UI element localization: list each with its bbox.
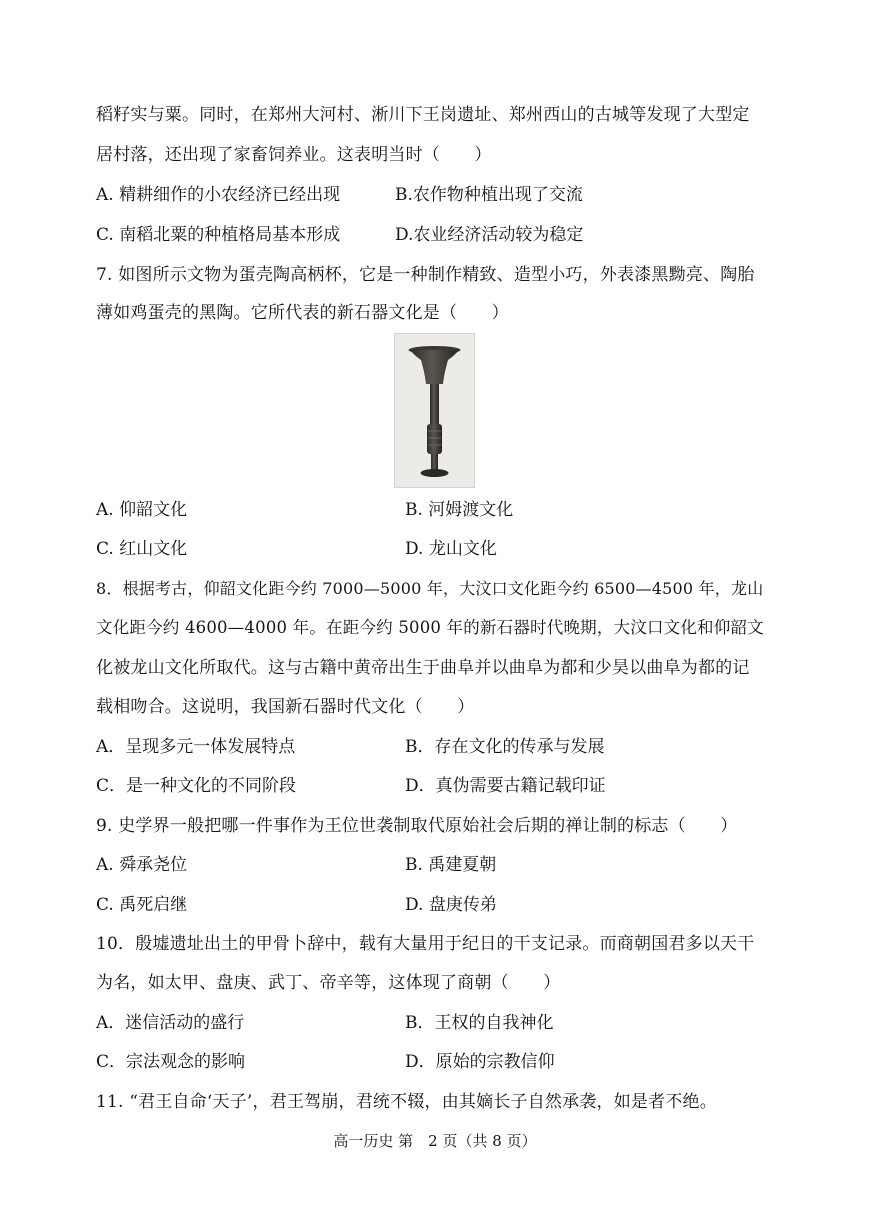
eggshell-pottery-cup-image [394, 333, 475, 488]
q7-stem-line-2: 薄如鸡蛋壳的黑陶。它所代表的新石器文化是（ ） [96, 303, 509, 323]
q10-option-a: A．迷信活动的盛行 [96, 1013, 245, 1033]
q7-stem-line-1: 7. 如图所示文物为蛋壳陶高柄杯，它是一种制作精致、造型小巧，外表漆黑黝亮、陶胎 [96, 265, 755, 285]
q8-option-b: B．存在文化的传承与发展 [405, 737, 605, 757]
q6-option-b: B.农作物种植出现了交流 [395, 185, 583, 205]
q8-stem-line-2: 文化距今约 4600—4000 年。在距今约 5000 年的新石器时代晚期，大汶口文化和仰韶文 [96, 618, 764, 637]
q9-option-a: A. 舜承尧位 [96, 855, 188, 875]
q8-stem-line-4: 载相吻合。这说明，我国新石器时代文化（ ） [96, 697, 475, 717]
q10-option-c: C．宗法观念的影响 [96, 1052, 246, 1072]
q10-option-b: B．王权的自我神化 [405, 1013, 554, 1033]
q6-stem-line-1: 稻籽实与粟。同时，在郑州大河村、淅川下王岗遗址、郑州西山的古城等发现了大型定 [96, 105, 750, 125]
q9-option-d: D. 盘庚传弟 [405, 895, 497, 915]
q9-option-c: C. 禹死启继 [96, 895, 188, 915]
q10-option-d: D．原始的宗教信仰 [405, 1052, 555, 1072]
q8-stem-line-3: 化被龙山文化所取代。这与古籍中黄帝出生于曲阜并以曲阜为都和少昊以曲阜为都的记 [96, 658, 750, 678]
q10-stem-line-2: 为名，如太甲、盘庚、武丁、帝辛等，这体现了商朝（ ） [96, 973, 561, 993]
q9-stem-line-1: 9. 史学界一般把哪一件事作为王位世袭制取代原始社会后期的禅让制的标志（ ） [96, 816, 738, 836]
q8-option-d: D．真伪需要古籍记载印证 [405, 776, 606, 796]
q11-stem-line-1: 11. “君王自命‘天子’，君王驾崩，君统不辍，由其嫡长子自然承袭，如是者不绝。 [96, 1092, 717, 1112]
page-footer: 高一历史 第 2 页（共 8 页） [333, 1132, 537, 1150]
q7-option-b: B. 河姆渡文化 [405, 500, 514, 520]
q6-stem-line-2: 居村落，还出现了家畜饲养业。这表明当时（ ） [96, 145, 492, 165]
q8-stem-line-1: 8．根据考古，仰韶文化距今约 7000—5000 年，大汶口文化距今约 6500—4500 年，龙山 [96, 579, 764, 598]
q8-option-c: C．是一种文化的不同阶段 [96, 776, 297, 796]
q7-option-a: A. 仰韶文化 [96, 500, 188, 520]
q6-option-c: C. 南稻北粟的种植格局基本形成 [96, 225, 341, 245]
q6-option-d: D.农业经济活动较为稳定 [395, 225, 584, 245]
q8-option-a: A．呈现多元一体发展特点 [96, 737, 296, 757]
q6-option-a: A. 精耕细作的小农经济已经出现 [96, 185, 341, 205]
pottery-cup-icon [395, 334, 474, 487]
q9-option-b: B. 禹建夏朝 [405, 855, 497, 875]
q7-option-c: C. 红山文化 [96, 539, 188, 559]
q7-option-d: D. 龙山文化 [405, 539, 497, 559]
q10-stem-line-1: 10．殷墟遗址出土的甲骨卜辞中，载有大量用于纪日的干支记录。而商朝国君多以天干 [96, 934, 755, 954]
